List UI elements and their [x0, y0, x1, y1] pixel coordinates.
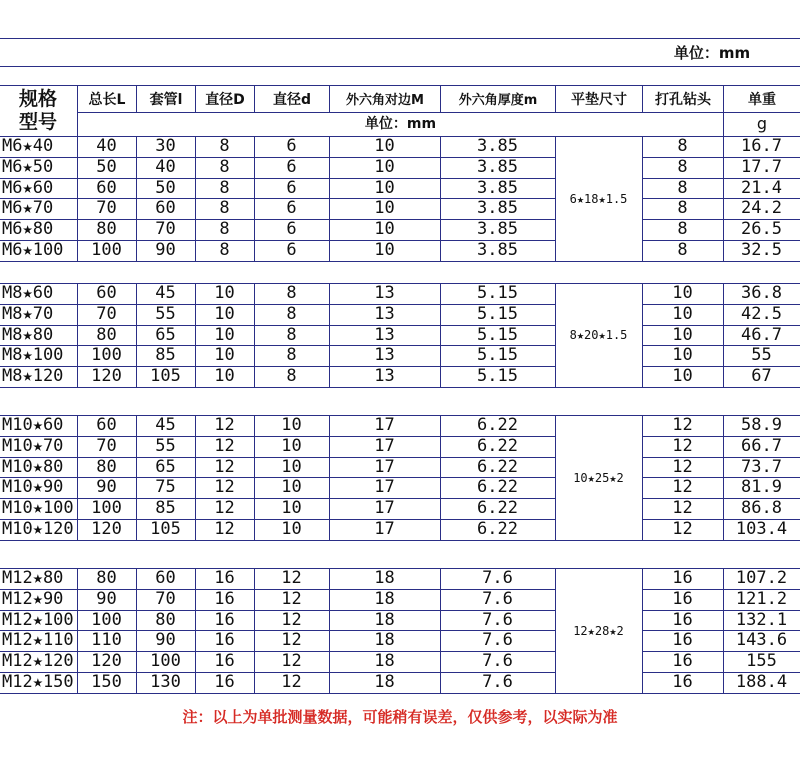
cell-D: 8: [219, 219, 230, 239]
cell-M: 13: [374, 304, 395, 324]
cell-l: 65: [155, 457, 176, 477]
cell-d: 8: [286, 304, 297, 324]
header-total-length: 总长L: [88, 92, 126, 108]
cell-M: 10: [374, 219, 395, 239]
cell-m: 7.6: [482, 651, 513, 671]
group-bottom-line: [0, 540, 800, 541]
cell-drill: 10: [672, 283, 693, 303]
cell-M: 10: [374, 178, 395, 198]
cell-m: 5.15: [477, 366, 518, 386]
cell-m: 6.22: [477, 436, 518, 456]
cell-L: 80: [96, 325, 117, 345]
cell-M: 10: [374, 157, 395, 177]
header-divider: [77, 112, 800, 113]
cell-d: 10: [281, 477, 302, 497]
cell-l: 45: [155, 283, 176, 303]
cell-L: 100: [91, 240, 122, 260]
cell-drill: 10: [672, 345, 693, 365]
cell-D: 12: [214, 457, 235, 477]
cell-l: 85: [155, 498, 176, 518]
header-drill-bit: 打孔钻头: [655, 92, 711, 108]
cell-weight: 132.1: [735, 610, 788, 630]
cell-m: 7.6: [482, 589, 513, 609]
cell-model: M6★60: [2, 178, 54, 198]
cell-d: 10: [281, 457, 302, 477]
cell-L: 50: [96, 157, 117, 177]
cell-D: 12: [214, 436, 235, 456]
cell-M: 18: [374, 568, 395, 588]
cell-l: 45: [155, 415, 176, 435]
header-hex-flat: 外六角对边M: [346, 92, 424, 108]
cell-L: 70: [96, 198, 117, 218]
cell-D: 10: [214, 304, 235, 324]
cell-drill: 10: [672, 304, 693, 324]
cell-D: 16: [214, 651, 235, 671]
cell-M: 17: [374, 519, 395, 539]
cell-l: 80: [155, 610, 176, 630]
header-sleeve: 套管l: [149, 92, 183, 108]
cell-D: 10: [214, 283, 235, 303]
cell-washer-size: 8★20★1.5: [569, 328, 628, 342]
cell-L: 80: [96, 568, 117, 588]
header-spec-line2: 型号: [18, 110, 57, 133]
cell-L: 80: [96, 457, 117, 477]
cell-m: 6.22: [477, 498, 518, 518]
cell-model: M10★60: [2, 415, 64, 435]
cell-L: 70: [96, 304, 117, 324]
cell-m: 5.15: [477, 304, 518, 324]
cell-weight: 121.2: [735, 589, 788, 609]
cell-l: 65: [155, 325, 176, 345]
cell-L: 120: [91, 366, 122, 386]
cell-m: 7.6: [482, 610, 513, 630]
cell-model: M6★40: [2, 136, 54, 156]
cell-m: 6.22: [477, 519, 518, 539]
cell-D: 12: [214, 415, 235, 435]
cell-weight: 17.7: [741, 157, 782, 177]
cell-weight: 55: [751, 345, 772, 365]
disclaimer-note: 注：以上为单批测量数据，可能稍有误差，仅供参考，以实际为准: [182, 708, 618, 726]
cell-drill: 12: [672, 477, 693, 497]
cell-drill: 12: [672, 519, 693, 539]
cell-drill: 12: [672, 498, 693, 518]
cell-D: 12: [214, 519, 235, 539]
cell-weight: 67: [751, 366, 772, 386]
cell-drill: 8: [677, 136, 688, 156]
cell-weight: 46.7: [741, 325, 782, 345]
cell-D: 8: [219, 178, 230, 198]
cell-drill: 16: [672, 630, 693, 650]
cell-L: 80: [96, 219, 117, 239]
cell-drill: 8: [677, 157, 688, 177]
cell-M: 17: [374, 436, 395, 456]
cell-M: 18: [374, 589, 395, 609]
group-bottom-line: [0, 387, 800, 388]
cell-d: 12: [281, 630, 302, 650]
header-unit-weight: 单重: [748, 92, 776, 108]
cell-D: 16: [214, 589, 235, 609]
cell-l: 130: [150, 672, 181, 692]
cell-M: 13: [374, 283, 395, 303]
cell-weight: 32.5: [741, 240, 782, 260]
cell-M: 17: [374, 477, 395, 497]
cell-L: 90: [96, 477, 117, 497]
cell-l: 90: [155, 240, 176, 260]
cell-D: 16: [214, 630, 235, 650]
cell-d: 10: [281, 436, 302, 456]
cell-D: 16: [214, 610, 235, 630]
cell-model: M8★70: [2, 304, 54, 324]
cell-L: 120: [91, 651, 122, 671]
cell-M: 10: [374, 198, 395, 218]
cell-d: 8: [286, 345, 297, 365]
frame-line: [0, 38, 800, 39]
cell-m: 5.15: [477, 325, 518, 345]
cell-m: 3.85: [477, 198, 518, 218]
cell-model: M6★50: [2, 157, 54, 177]
cell-drill: 10: [672, 325, 693, 345]
header-weight-unit: g: [756, 114, 768, 133]
cell-M: 18: [374, 610, 395, 630]
cell-D: 8: [219, 240, 230, 260]
cell-model: M10★80: [2, 457, 64, 477]
cell-M: 17: [374, 457, 395, 477]
cell-weight: 155: [746, 651, 777, 671]
cell-l: 55: [155, 436, 176, 456]
cell-washer-size: 6★18★1.5: [569, 191, 628, 206]
cell-weight: 21.4: [741, 178, 782, 198]
cell-l: 30: [155, 136, 176, 156]
cell-d: 6: [286, 136, 297, 156]
cell-weight: 36.8: [741, 283, 782, 303]
cell-L: 100: [91, 498, 122, 518]
cell-model: M10★100: [2, 498, 74, 518]
header-diameter-d: 直径d: [272, 92, 312, 108]
cell-drill: 12: [672, 457, 693, 477]
cell-M: 18: [374, 630, 395, 650]
cell-d: 12: [281, 589, 302, 609]
cell-model: M12★90: [2, 589, 64, 609]
cell-L: 100: [91, 610, 122, 630]
cell-D: 8: [219, 136, 230, 156]
frame-line: [0, 85, 800, 86]
cell-model: M10★70: [2, 436, 64, 456]
cell-m: 3.85: [477, 157, 518, 177]
header-washer-size: 平垫尺寸: [571, 92, 627, 108]
cell-drill: 8: [677, 240, 688, 260]
cell-model: M6★70: [2, 198, 54, 218]
cell-weight: 81.9: [741, 477, 782, 497]
cell-weight: 16.7: [741, 136, 782, 156]
cell-l: 40: [155, 157, 176, 177]
cell-d: 12: [281, 610, 302, 630]
cell-weight: 73.7: [741, 457, 782, 477]
cell-d: 6: [286, 157, 297, 177]
cell-drill: 16: [672, 651, 693, 671]
cell-model: M10★120: [2, 519, 74, 539]
cell-model: M10★90: [2, 477, 64, 497]
cell-drill: 12: [672, 436, 693, 456]
cell-weight: 58.9: [741, 415, 782, 435]
cell-d: 8: [286, 325, 297, 345]
cell-D: 12: [214, 477, 235, 497]
cell-D: 8: [219, 198, 230, 218]
cell-l: 70: [155, 589, 176, 609]
cell-drill: 10: [672, 366, 693, 386]
cell-l: 75: [155, 477, 176, 497]
cell-l: 60: [155, 198, 176, 218]
header-diameter-D: 直径D: [205, 92, 245, 108]
cell-drill: 12: [672, 415, 693, 435]
cell-m: 6.22: [477, 415, 518, 435]
cell-model: M8★120: [2, 366, 64, 386]
frame-line: [0, 66, 800, 67]
cell-D: 10: [214, 325, 235, 345]
cell-weight: 42.5: [741, 304, 782, 324]
cell-model: M8★100: [2, 345, 64, 365]
cell-m: 7.6: [482, 568, 513, 588]
cell-d: 12: [281, 568, 302, 588]
cell-model: M8★60: [2, 283, 54, 303]
cell-model: M6★80: [2, 219, 54, 239]
cell-m: 7.6: [482, 672, 513, 692]
group-bottom-line: [0, 693, 800, 694]
cell-l: 105: [150, 519, 181, 539]
cell-weight: 86.8: [741, 498, 782, 518]
cell-l: 60: [155, 568, 176, 588]
cell-m: 7.6: [482, 630, 513, 650]
cell-l: 70: [155, 219, 176, 239]
cell-l: 90: [155, 630, 176, 650]
cell-model: M6★100: [2, 240, 64, 260]
cell-l: 50: [155, 178, 176, 198]
cell-weight: 103.4: [735, 519, 788, 539]
cell-L: 60: [96, 178, 117, 198]
cell-drill: 16: [672, 610, 693, 630]
cell-drill: 16: [672, 589, 693, 609]
cell-d: 8: [286, 366, 297, 386]
cell-D: 16: [214, 568, 235, 588]
group-bottom-line: [0, 261, 800, 262]
cell-model: M12★100: [2, 610, 74, 630]
cell-d: 6: [286, 219, 297, 239]
cell-l: 105: [150, 366, 181, 386]
cell-d: 10: [281, 519, 302, 539]
cell-weight: 24.2: [741, 198, 782, 218]
cell-M: 13: [374, 366, 395, 386]
cell-L: 110: [91, 630, 122, 650]
cell-weight: 107.2: [735, 568, 788, 588]
cell-d: 6: [286, 198, 297, 218]
header-spec-line1: 规格: [18, 87, 57, 110]
cell-l: 85: [155, 345, 176, 365]
cell-l: 100: [150, 651, 181, 671]
cell-m: 3.85: [477, 136, 518, 156]
cell-m: 5.15: [477, 345, 518, 365]
cell-M: 17: [374, 498, 395, 518]
cell-L: 40: [96, 136, 117, 156]
cell-d: 10: [281, 498, 302, 518]
cell-D: 8: [219, 157, 230, 177]
cell-weight: 188.4: [735, 672, 788, 692]
cell-M: 10: [374, 240, 395, 260]
cell-m: 6.22: [477, 457, 518, 477]
top-unit-label: 单位：mm: [673, 43, 751, 62]
cell-m: 3.85: [477, 178, 518, 198]
cell-drill: 16: [672, 672, 693, 692]
cell-model: M12★120: [2, 651, 74, 671]
cell-L: 60: [96, 283, 117, 303]
cell-M: 18: [374, 651, 395, 671]
cell-L: 60: [96, 415, 117, 435]
cell-d: 10: [281, 415, 302, 435]
cell-d: 8: [286, 283, 297, 303]
cell-model: M12★80: [2, 568, 64, 588]
cell-L: 90: [96, 589, 117, 609]
cell-drill: 8: [677, 198, 688, 218]
cell-M: 13: [374, 345, 395, 365]
cell-d: 12: [281, 651, 302, 671]
cell-M: 17: [374, 415, 395, 435]
cell-washer-size: 12★28★2: [573, 623, 624, 638]
cell-D: 16: [214, 672, 235, 692]
cell-washer-size: 10★25★2: [573, 470, 624, 485]
cell-l: 55: [155, 304, 176, 324]
cell-M: 10: [374, 136, 395, 156]
cell-weight: 143.6: [735, 630, 788, 650]
cell-L: 150: [91, 672, 122, 692]
cell-M: 18: [374, 672, 395, 692]
cell-model: M8★80: [2, 325, 54, 345]
cell-drill: 8: [677, 178, 688, 198]
cell-L: 120: [91, 519, 122, 539]
cell-model: M12★150: [2, 672, 74, 692]
cell-m: 3.85: [477, 240, 518, 260]
cell-weight: 66.7: [741, 436, 782, 456]
cell-model: M12★110: [2, 630, 74, 650]
cell-m: 5.15: [477, 283, 518, 303]
cell-D: 12: [214, 498, 235, 518]
cell-drill: 8: [677, 219, 688, 239]
cell-drill: 16: [672, 568, 693, 588]
header-sub-unit: 单位：mm: [364, 116, 437, 132]
cell-weight: 26.5: [741, 219, 782, 239]
cell-d: 6: [286, 240, 297, 260]
cell-L: 100: [91, 345, 122, 365]
cell-D: 10: [214, 366, 235, 386]
cell-M: 13: [374, 325, 395, 345]
header-hex-thickness: 外六角厚度m: [458, 92, 538, 108]
cell-d: 12: [281, 672, 302, 692]
cell-d: 6: [286, 178, 297, 198]
cell-L: 70: [96, 436, 117, 456]
cell-m: 3.85: [477, 219, 518, 239]
cell-D: 10: [214, 345, 235, 365]
cell-m: 6.22: [477, 477, 518, 497]
